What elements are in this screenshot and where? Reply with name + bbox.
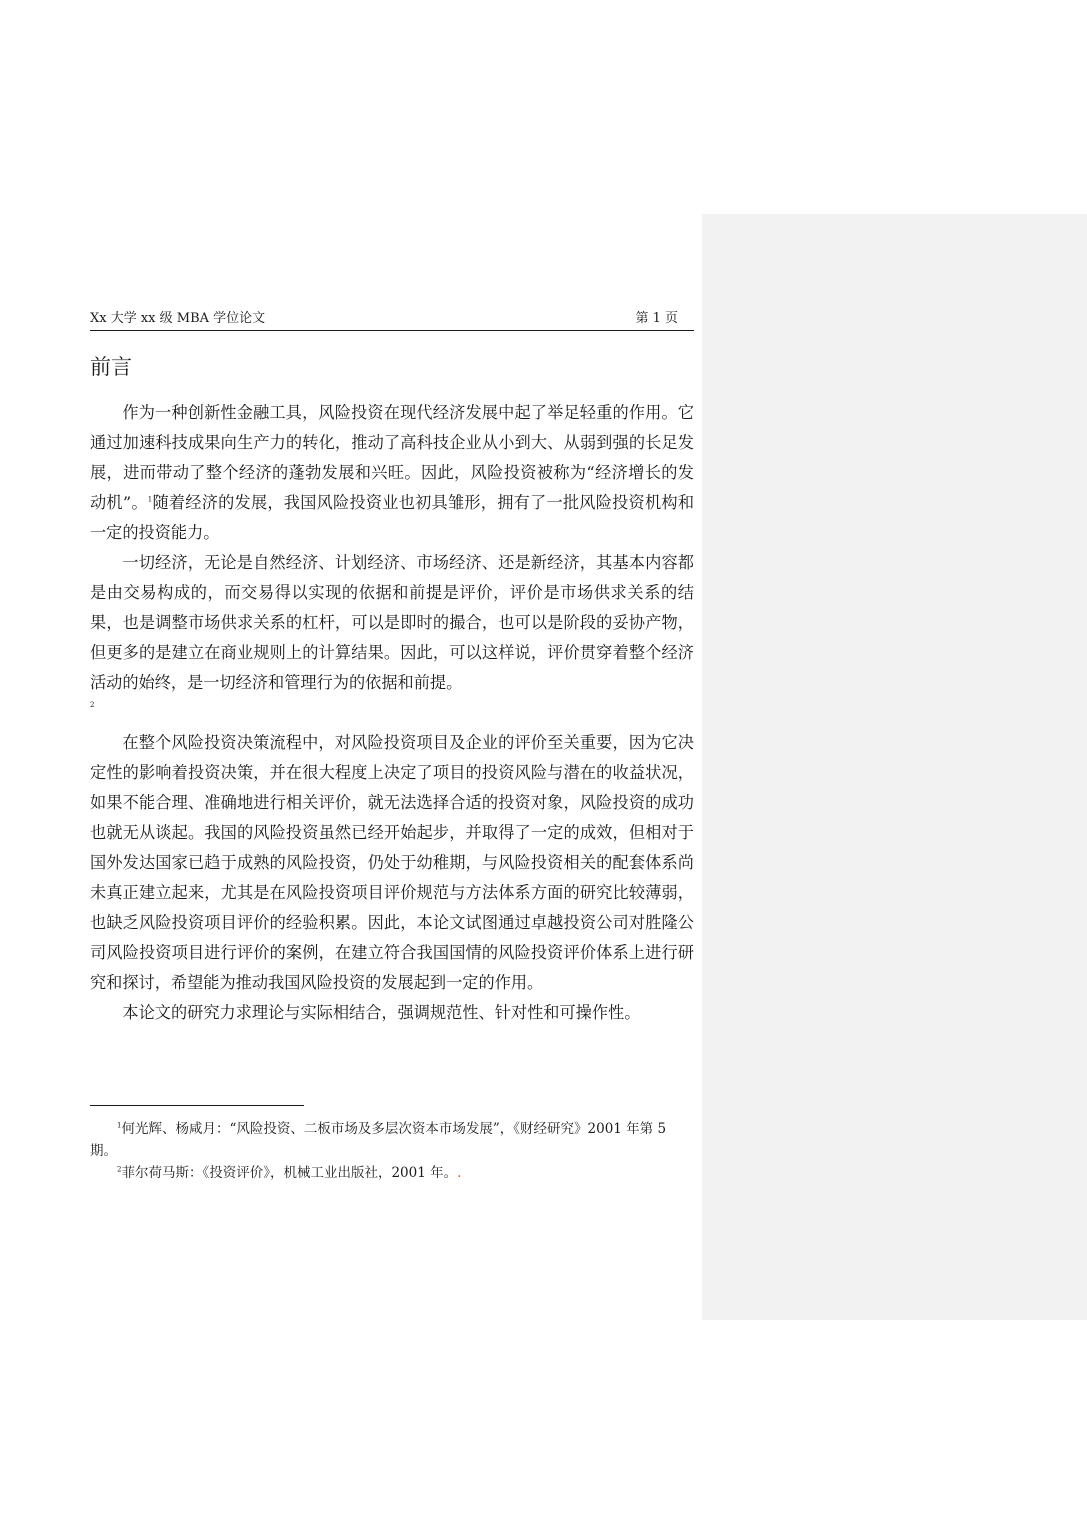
header-thesis-title: Xx 大学 xx 级 MBA 学位论文 <box>90 311 266 326</box>
paragraph-4-text: 本论文的研究力求理论与实际相结合，强调规范性、针对性和可操作性。 <box>122 1003 641 1022</box>
footnote-2-mark: 2 <box>117 1165 122 1174</box>
paragraph-3-text: 在整个风险投资决策流程中，对风险投资项目及企业的评价至关重要，因为它决定性的影响着投资决策，并在很大程度上决定了项目的投资风险与潜在的收益状况，如果不能合理、准确地进行相关评价，就无法选择合适的投资对象，风险投资的成功也就无从谈起。我国的风险投资虽然已经开始起步，并取得了一定的成效，但相对于国外发达国家已趋于成熟的风险投资，仍处于幼稚期，与风险投资相关的配套体系尚未真正建立起来，尤其是在风险投资项目评价规范与方法体系方面的研究比较薄弱，也缺乏风险投资项目评价的经验积累。因此，本论文试图通过卓越投资公司对胜隆公司风险投资项目进行评价的案例，在建立符合我国国情的风险投资评价体系上进行研究和探讨，希望能为推动我国风险投资的发展起到一定的作用。 <box>90 733 694 992</box>
paragraph-2 <box>90 548 694 698</box>
paragraph-1-part-b: 随着经济的发展，我国风险投资业也初具雏形，拥有了一批风险投资机构和一定的投资能力。 <box>90 493 695 542</box>
footnote-separator <box>90 1105 304 1106</box>
comment-pane <box>702 214 1087 1320</box>
footnote-2 <box>90 1162 694 1184</box>
body-text <box>90 398 694 1028</box>
footnote-2-text: 菲尔荷马斯：《投资评价》，机械工业出版社，2001 年。 <box>121 1165 458 1181</box>
footnote-1-mark: 1 <box>117 1121 122 1130</box>
section-title: 前言 <box>90 355 132 380</box>
footnote-2-trailing-dot: . <box>457 1165 462 1181</box>
footnotes <box>90 1118 694 1184</box>
paragraph-1 <box>90 398 694 548</box>
paragraph-1-part-a: 作为一种创新性金融工具，风险投资在现代经济发展中起了举足轻重的作用。它通过加速科技成果向生产力的转化，推动了高科技企业从小到大、从弱到强的长足发展，进而带动了整个经济的蓬勃发展和兴旺。因此，风险投资被称为“经济增长的发动机”。 <box>90 403 694 512</box>
header-page-number: 第 1 页 <box>635 311 678 326</box>
footnote-ref-1[interactable]: 1 <box>147 495 153 504</box>
paragraph-4 <box>90 998 694 1028</box>
page-header <box>90 310 694 331</box>
paragraph-2-text: 一切经济，无论是自然经济、计划经济、市场经济、还是新经济，其基本内容都是由交易构成的，而交易得以实现的依据和前提是评价，评价是市场供求关系的结果，也是调整市场供求关系的杠杆，可以是即时的撮合，也可以是阶段的妥协产物，但更多的是建立在商业规则上的计算结果。因此，可以这样说，评价贯穿着整个经济活动的始终，是一切经济和管理行为的依据和前提。 <box>90 553 694 692</box>
footnote-1-text: 何光辉、杨咸月：“风险投资、二板市场及多层次资本市场发展”，《财经研究》2001 年第 5 期。 <box>90 1121 667 1159</box>
paragraph-3 <box>90 728 694 998</box>
footnote-1 <box>90 1118 694 1162</box>
footnote-ref-2[interactable]: 2 <box>90 701 95 709</box>
